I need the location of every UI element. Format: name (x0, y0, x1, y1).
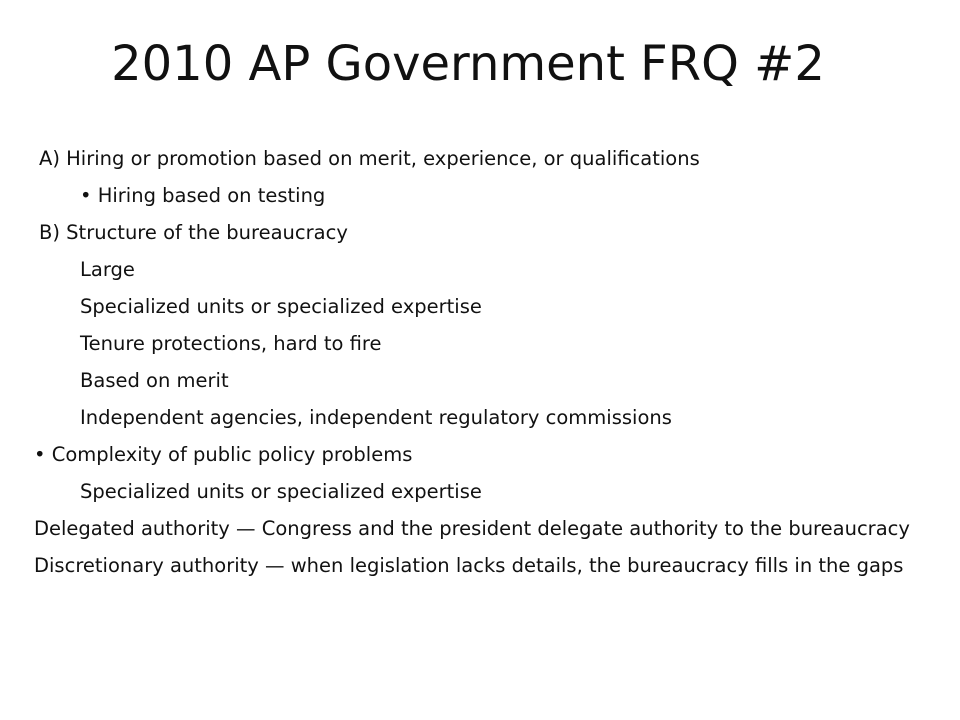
delegated-authority-line (34, 516, 914, 541)
line-text: Large (80, 258, 135, 281)
line-text: Specialized units or specialized expertise (80, 295, 482, 318)
discretionary-authority-line (34, 553, 914, 578)
answer-a-line (34, 146, 914, 171)
bullet-line (34, 183, 914, 208)
bullet-line (34, 442, 914, 467)
line-text: Based on merit (80, 369, 229, 392)
answer-b-line (34, 220, 914, 245)
slide-title: 2010 AP Government FRQ #2 (111, 36, 825, 92)
slide-body (34, 146, 914, 590)
line-text: Independent agencies, independent regulatory commissions (80, 406, 672, 429)
line-text: Hiring based on testing (97, 184, 326, 207)
bullet-icon (80, 184, 98, 207)
line-text: Discretionary authority — when legislation lacks details, the bureaucracy fills in the gaps (34, 554, 904, 577)
sub-point-line (34, 331, 914, 356)
bullet-icon (34, 443, 52, 466)
line-text: Specialized units or specialized expertise (80, 480, 482, 503)
line-text: Complexity of public policy problems (51, 443, 413, 466)
sub-point-line (34, 405, 914, 430)
line-text: A) Hiring or promotion based on merit, experience, or qualifications (39, 147, 700, 170)
sub-point-line (34, 257, 914, 282)
sub-point-line (34, 368, 914, 393)
line-text: Tenure protections, hard to fire (80, 332, 382, 355)
sub-point-line (34, 294, 914, 319)
sub-point-line (34, 479, 914, 504)
line-text: B) Structure of the bureaucracy (39, 221, 348, 244)
line-text: Delegated authority — Congress and the president delegate authority to the bureaucracy (34, 517, 910, 540)
